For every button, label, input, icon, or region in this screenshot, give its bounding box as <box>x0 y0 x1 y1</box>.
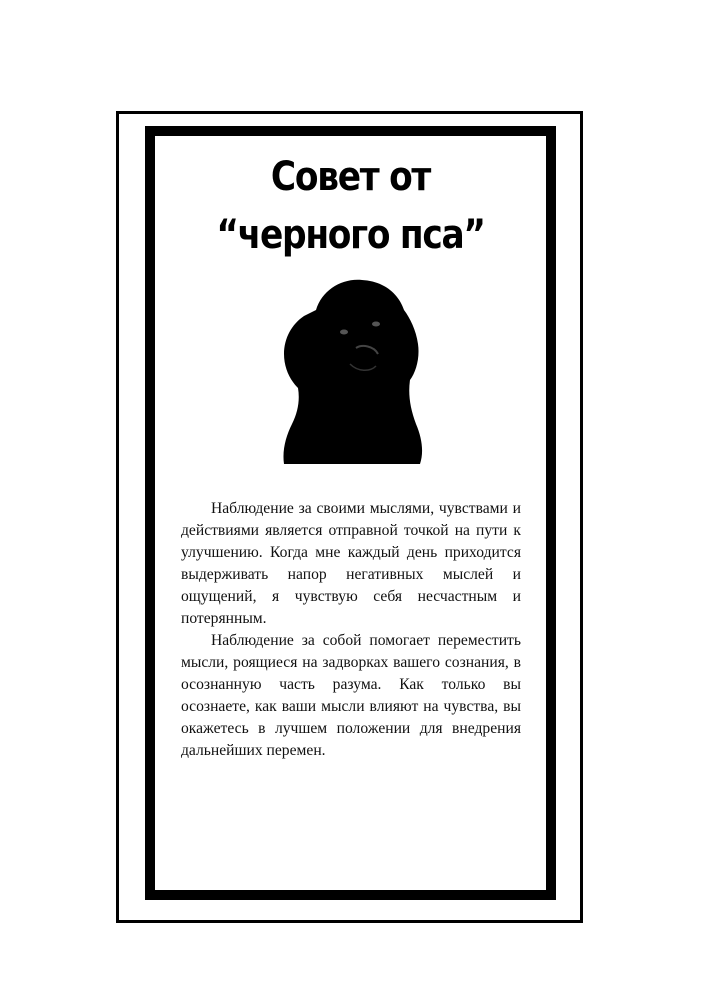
black-dog-icon <box>270 268 430 464</box>
article-body <box>181 498 521 762</box>
paragraph-2: Наблюдение за собой помогает переместить мысли, роящиеся на задворках вашего сознания, в осознанную часть разума. Как только вы осознаете, как ваши мысли влияют на чувства, вы окажетесь в лучшем положении для внедрения дальнейших перемен. <box>181 632 521 759</box>
title-line-2: “черного пса” <box>216 212 485 258</box>
paragraph-1: Наблюдение за своими мыслями, чувствами и действиями является отправной точкой на пути к улучшению. Когда мне каждый день приходится выдерживать напор негативных мыслей и ощущений, я чувствую себя несчастным и потерянным. <box>181 500 521 627</box>
title-line-1: Совет от <box>270 154 431 200</box>
page-title <box>174 148 527 264</box>
